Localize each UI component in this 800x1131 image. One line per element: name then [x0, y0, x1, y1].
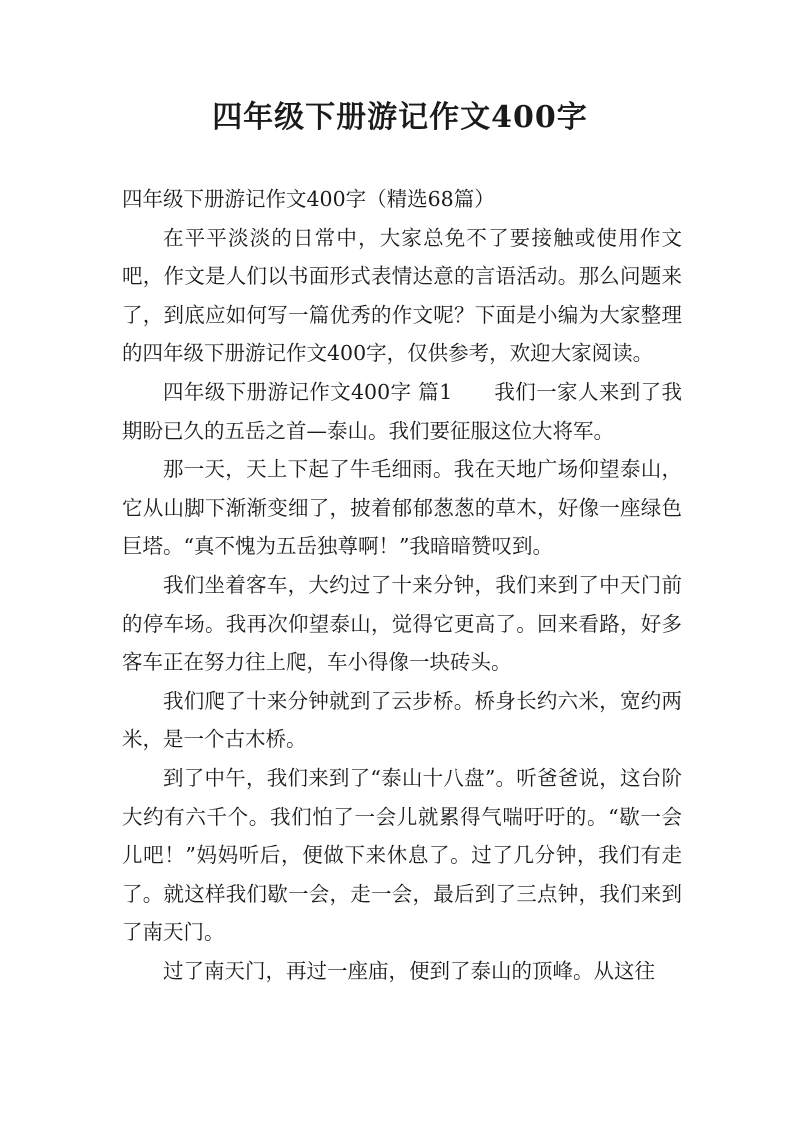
paragraph-summit: 过了南天门，再过一座庙，便到了泰山的顶峰。从这往 [163, 958, 655, 983]
paragraph-eighteen-bends: 到了中午，我们来到了“泰山十八盘”。听爸爸说，这台阶大约有六千个。我们怕了一会儿就累得气喘吁吁的。“歇一会儿吧！”妈妈听后，便做下来休息了。过了几分钟，我们有走了。就这样我们歇一会，走一会，最后到了三点钟，我们来到了南天门。 [122, 765, 682, 945]
paragraph-bus-ride: 我们坐着客车，大约过了十来分钟，我们来到了中天门前的停车场。我再次仰望泰山，觉得它更高了。回来看路，好多客车正在努力往上爬，车小得像一块砖头。 [122, 572, 682, 675]
paragraph-section-1-start: 四年级下册游记作文400字 篇1 我们一家人来到了我期盼已久的五岳之首—泰山。我们要征服这位大将军。 [122, 379, 682, 443]
document-subtitle: 四年级下册游记作文400字（精选68篇） [122, 187, 495, 211]
paragraph-intro: 在平平淡淡的日常中，大家总免不了要接触或使用作文吧，作文是人们以书面形式表情达意的言语活动。那么问题来了，到底应如何写一篇优秀的作文呢？下面是小编为大家整理的四年级下册游记作文400字，仅供参考，欢迎大家阅读。 [122, 225, 682, 366]
paragraph-yunbu-bridge: 我们爬了十来分钟就到了云步桥。桥身长约六米，宽约两米，是一个古木桥。 [122, 688, 682, 752]
paragraph-drizzle: 那一天，天上下起了牛毛细雨。我在天地广场仰望泰山，它从山脚下渐渐变细了，披着郁郁葱葱的草木，好像一座绿色巨塔。“真不愧为五岳独尊啊！”我暗暗赞叹到。 [122, 457, 682, 559]
document-title: 四年级下册游记作文400字 [212, 100, 588, 135]
document-body [122, 180, 682, 990]
